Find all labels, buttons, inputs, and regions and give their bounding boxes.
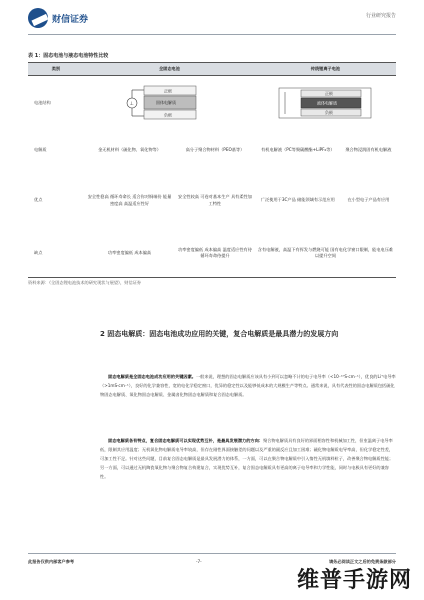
table-cell: 安全性较高 可卷对基本生产 具有柔性加工特性 (178, 194, 252, 206)
table-cell: 在小型电子产品有应用 (347, 197, 390, 203)
table-cell: 高分子聚合物材料（PEO基等） (185, 147, 245, 153)
row-label: 缺点 (28, 230, 84, 278)
table-header-solid: 全固态电池 (84, 63, 255, 76)
paragraph-lead: 固态电解质各有特点，复合固态电解质可以实现优势互补，是最具发展潜力的方向： (108, 438, 263, 443)
paragraph (100, 372, 396, 399)
liquid-electrolyte-label: 液体电解质 (317, 100, 338, 106)
row-label: 电池结构 (34, 99, 51, 105)
comparison-table (28, 62, 396, 278)
svg-text:⊥: ⊥ (129, 100, 135, 107)
footer-divider (28, 553, 396, 554)
liquid-cathode-label: 正极 (325, 90, 334, 96)
solid-anode-label: 负极 (164, 112, 173, 118)
table-row (28, 172, 396, 230)
row-label: 优点 (34, 197, 43, 203)
report-type: 行业研究报告 (365, 13, 396, 19)
table-cell: 广泛使用于3C产品 储能领域有示范应用 (260, 197, 335, 203)
solid-electrolyte-label: 固体电解质 (156, 99, 177, 105)
logo-icon (28, 8, 48, 28)
paragraph-body: 聚合物电解质具有良好的界面相容性和机械加工性，但室温离子电导率低，限制其应用温度；无机氧化物电解质电导率较高，但存在刚性界面接触差的问题以及严重的副反应且加工困难；硫化物电解质电导率高，但化学稳定性差，可加工性不足。针对这些问题，目前复合固态电解质是最具发展潜力的体系，一方面，可以在聚合物电解质中引入惰性无机填料粒子，改善聚合物电解质性能；另一方面，可以通过无机陶瓷氧化物与聚合物复合构建复合，实现优势互补，复合固态电解质具有更高的离子电导率和力学性能，同时与电极具有更好的兼容性。 (100, 438, 394, 479)
table-title: 表 1：固态电池与液态电池特性比较 (28, 53, 109, 59)
paragraph (100, 436, 396, 481)
table-row (28, 230, 396, 278)
table-cell: 有机电解液（PC等聚碳酸酯+LiPF₆等） (261, 147, 335, 153)
logo-text: 财信证券 (52, 14, 89, 25)
footer-disclaimer: 此报告仅供内部客户参考 (28, 559, 75, 564)
table-row (28, 76, 396, 130)
table-cell: 功率密度偏低 成本偏高 (84, 230, 175, 278)
paragraph-lead: 固态电解质是全固态电池成功应用的关键因素。 (108, 374, 196, 379)
liquid-battery-diagram (255, 76, 396, 130)
table-header-category: 类别 (28, 63, 84, 76)
solid-cathode-label: 正极 (164, 88, 173, 94)
paragraph-body: 一般来说，理想的固态电解质应该具有小到可以忽略不计的电子电导率（<10⁻¹⁰S·cm⁻¹），优良的Li⁺电导率（>1mS·cm⁻¹），良好的化学兼容性，宽的电化学稳定窗口，优异的稳定性以及能够低成本的大规模生产等特点。通常来说，具有代表性的固态电解质包括硫化物固态电解质、氧化物固态电解质、金属卤化物固态电解质和复合固态电解质。 (100, 374, 396, 397)
solid-battery-icon (114, 82, 224, 124)
header-divider (28, 34, 396, 35)
table-row (28, 130, 396, 172)
table-source: 资料来源：《全固态锂电池技术的研究现状与展望》，财信证券 (28, 280, 142, 285)
liquid-anode-label: 负极 (325, 109, 334, 115)
solid-battery-diagram (84, 76, 255, 130)
liquid-battery-icon (265, 82, 385, 124)
table-cell: 金无机材料（硫化物、氧化物等） (98, 147, 161, 153)
row-label: 电解质 (34, 147, 47, 153)
page-number: -7- (196, 559, 202, 564)
watermark: 维普手游网 (296, 568, 412, 593)
company-logo (28, 6, 108, 30)
table-cell: 含有电解液，高温下有挥发与燃烧可能 国有电化学窗口限制，能电电压难以提升空间 (255, 230, 396, 278)
table-cell: 聚合物浸润固有机电解液 (345, 147, 392, 153)
table-cell: 功率密度偏低 成本偏高 温度适应性有待 循环寿命待提升 (175, 230, 255, 278)
table-cell: 安全性稳高 循环寿命长 适合你对铜端份 能量密度高 高温适应性好 (87, 194, 172, 206)
section-title: 2 固态电解质：固态电池成功应用的关键，复合电解质是最具潜力的发展方向 (100, 330, 339, 338)
table-header-liquid: 传统锂离子电池 (255, 63, 396, 76)
footer-terms: 请务必阅读正文之后的免责条款部分 (328, 559, 396, 564)
